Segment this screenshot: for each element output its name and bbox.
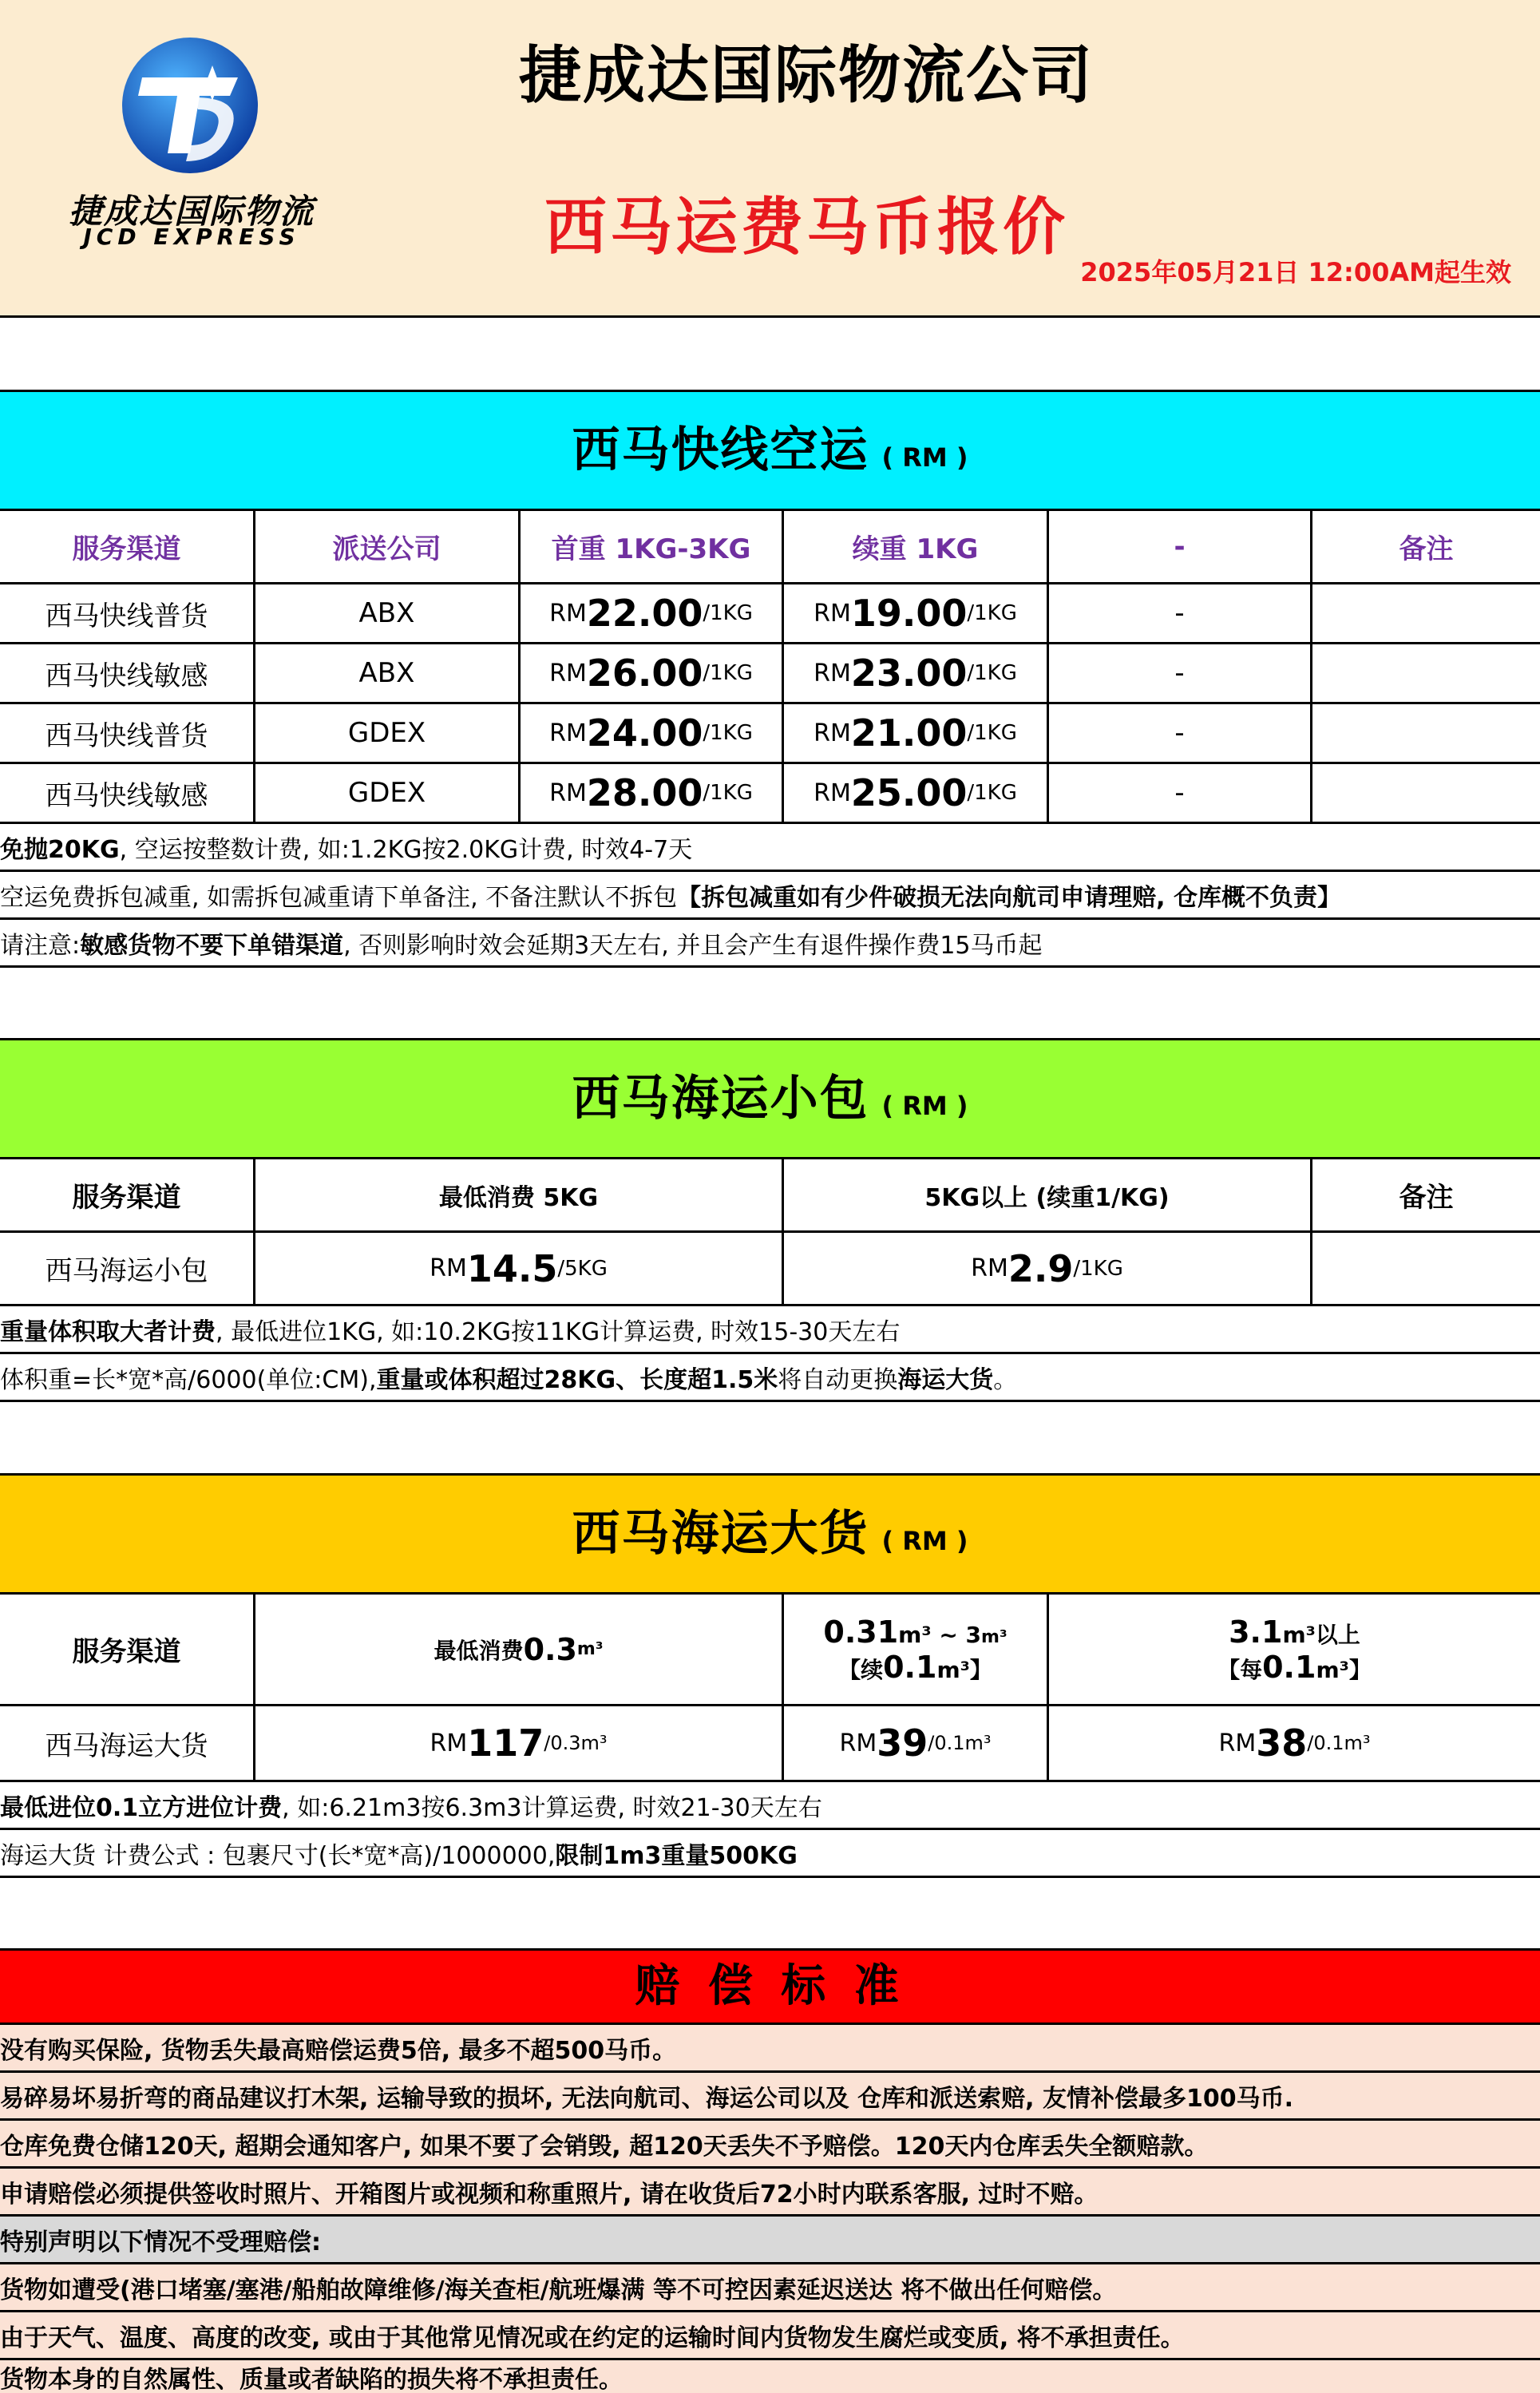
sea-small-note-1 — [0, 1306, 1540, 1354]
header-text: m³以上 — [1282, 1621, 1360, 1648]
min-price-value: 117 — [467, 1721, 544, 1765]
remark-cell — [1312, 764, 1540, 822]
next-price-value: 21.00 — [850, 711, 968, 755]
effective-date: 2025年05月21日 12:00AM起生效 — [1080, 257, 1511, 287]
table-row — [0, 1233, 1540, 1306]
remark-cell — [1312, 644, 1540, 702]
remark-cell — [1312, 1233, 1540, 1304]
currency-label: RM — [1218, 1729, 1257, 1757]
mid-price-cell — [784, 1706, 1049, 1780]
next-price-cell — [784, 704, 1049, 762]
next-price-value: 19.00 — [850, 592, 968, 635]
header-unit: m³ — [576, 1639, 604, 1659]
company-cell: GDEX — [255, 764, 521, 822]
compensation-line: 由于天气、温度、高度的改变, 或由于其他常见情况或在约定的运输时间内货物发生腐烂或变质, 将不承担责任。 — [0, 2312, 1540, 2360]
table-row — [0, 764, 1540, 824]
header-number: 0.1 — [883, 1649, 937, 1685]
note-bold: 重量或体积超过28KG、长度超1.5米 — [376, 1365, 778, 1394]
currency-label: RM — [549, 779, 587, 807]
unit-label: /1KG — [1073, 1256, 1123, 1281]
currency-label: RM — [839, 1729, 877, 1757]
table-row — [0, 704, 1540, 764]
sea-big-header-mid — [784, 1595, 1049, 1704]
table-row — [0, 644, 1540, 704]
note-bold: 最低进位0.1立方进位计费 — [0, 1793, 283, 1822]
header-text: m³】 — [1316, 1656, 1372, 1683]
unit-label: /0.3m³ — [544, 1732, 608, 1754]
compensation-title: 赔 偿 标 准 — [635, 1960, 905, 2012]
sea-big-note-2 — [0, 1830, 1540, 1878]
unit-label: /1KG — [967, 781, 1017, 805]
unit-label: /1KG — [703, 601, 753, 625]
currency-label: RM — [549, 659, 587, 687]
unit-label: /1KG — [703, 661, 753, 685]
header-text: 最低消费 — [433, 1637, 524, 1664]
sea-big-header-big — [1049, 1595, 1540, 1704]
air-header-channel: 服务渠道 — [0, 511, 255, 582]
header-line — [1217, 1650, 1372, 1685]
unit-label: /5KG — [557, 1256, 608, 1281]
header-number: 0.31 — [823, 1614, 899, 1650]
air-unit: ( RM ) — [881, 442, 968, 473]
sea-small-section-title — [0, 1038, 1540, 1159]
company-cell: GDEX — [255, 704, 521, 762]
compensation-line: 货物如遭受(港口堵塞/塞港/船舶故障维修/海关查柜/航班爆满 等不可控因素延迟送达 将不做出任何赔偿。 — [0, 2264, 1540, 2312]
sea-big-title: 西马海运大货 — [572, 1506, 869, 1562]
air-note-2 — [0, 872, 1540, 920]
air-header-dash: - — [1049, 511, 1312, 582]
big-price-value: 38 — [1256, 1721, 1308, 1765]
unit-label: /1KG — [703, 781, 753, 805]
next-price-value: 23.00 — [850, 652, 968, 695]
header-line — [838, 1650, 992, 1685]
logo-english-text: JCD EXPRESS — [83, 224, 300, 250]
note-bold: 限制1m3重量500KG — [555, 1841, 798, 1870]
mid-price-value: 39 — [877, 1721, 928, 1765]
first-price-cell — [521, 584, 784, 642]
sea-small-header-row — [0, 1159, 1540, 1233]
header-text: 【续 — [838, 1656, 884, 1683]
note-text: 海运大货 计费公式 : 包裹尺寸(长*宽*高)/1000000, — [0, 1841, 556, 1870]
sea-big-header-row — [0, 1595, 1540, 1706]
compensation-section-title — [0, 1948, 1540, 2025]
big-price-cell — [1049, 1706, 1540, 1780]
note-text: 空运免费拆包减重, 如需拆包减重请下单备注, 不备注默认不拆包 — [0, 883, 678, 912]
currency-label: RM — [430, 1729, 468, 1757]
channel-cell: 西马快线普货 — [0, 704, 255, 762]
first-price-value: 26.00 — [586, 652, 703, 695]
min-price-value: 14.5 — [466, 1246, 558, 1290]
air-header-row — [0, 511, 1540, 584]
air-note-1 — [0, 824, 1540, 872]
first-price-cell — [521, 644, 784, 702]
next-price-cell — [784, 1233, 1312, 1304]
next-price-value: 2.9 — [1008, 1246, 1074, 1290]
currency-label: RM — [814, 779, 851, 807]
first-price-value: 22.00 — [586, 592, 703, 635]
header-unit: m³ — [981, 1626, 1008, 1647]
air-section-title — [0, 390, 1540, 511]
sea-small-title: 西马海运小包 — [572, 1071, 869, 1127]
currency-label: RM — [814, 719, 851, 747]
unit-label: /1KG — [967, 721, 1017, 745]
dash-cell: - — [1049, 584, 1312, 642]
note-bold: 敏感货物不要下单错渠道 — [80, 931, 344, 960]
note-bold: 海运大货 — [897, 1365, 994, 1394]
next-price-cell — [784, 584, 1049, 642]
note-bold: 【拆包减重如有少件破损无法向航司申请理赔, 仓库概不负责】 — [677, 883, 1341, 912]
unit-label: /0.1m³ — [1307, 1732, 1371, 1754]
unit-label: /1KG — [703, 721, 753, 745]
company-cell: ABX — [255, 644, 521, 702]
sea-big-note-1 — [0, 1782, 1540, 1830]
first-price-value: 24.00 — [586, 711, 703, 755]
compensation-special-heading: 特别声明以下情况不受理赔偿: — [0, 2217, 1540, 2264]
air-header-first: 首重 1KG-3KG — [521, 511, 784, 582]
channel-cell: 西马快线普货 — [0, 584, 255, 642]
sea-small-header-next: 5KG以上 (续重1/KG) — [784, 1159, 1312, 1230]
note-text: 将自动更换 — [778, 1365, 898, 1394]
min-price-cell — [255, 1706, 784, 1780]
note-text: , 如:6.21m3按6.3m3计算运费, 时效21-30天左右 — [282, 1793, 822, 1822]
note-text: , 否则影响时效会延期3天左右, 并且会产生有退件操作费15马币起 — [343, 931, 1043, 960]
note-bold: 免抛20KG — [0, 835, 120, 864]
price-list-title: 西马运费马币报价 — [544, 192, 1068, 263]
note-text: , 最低进位1KG, 如:10.2KG按11KG计算运费, 时效15-30天左右 — [216, 1317, 901, 1346]
header — [0, 0, 1540, 318]
sea-big-section-title — [0, 1473, 1540, 1595]
air-header-remark: 备注 — [1399, 533, 1454, 565]
sea-small-unit: ( RM ) — [881, 1091, 968, 1121]
header-text: 【每 — [1217, 1656, 1263, 1683]
compensation-line: 仓库免费仓储120天, 超期会通知客户, 如果不要了会销毁, 超120天丢失不予赔偿。120天内仓库丢失全额赔款。 — [0, 2121, 1540, 2169]
currency-label: RM — [814, 659, 851, 687]
air-header-next: 续重 1KG — [784, 511, 1049, 582]
compensation-line: 货物本身的自然属性、质量或者缺陷的损失将不承担责任。 — [0, 2360, 1540, 2393]
currency-label: RM — [814, 599, 851, 628]
air-note-3 — [0, 920, 1540, 968]
sea-big-header-min — [255, 1595, 784, 1704]
header-text: m³ ~ 3 — [898, 1621, 982, 1648]
unit-label: /0.1m³ — [928, 1732, 992, 1754]
company-title: 捷成达国际物流公司 — [518, 40, 1094, 112]
currency-label: RM — [971, 1254, 1008, 1282]
next-price-cell — [784, 764, 1049, 822]
channel-cell: 西马快线敏感 — [0, 644, 255, 702]
company-cell: ABX — [255, 584, 521, 642]
header-number: 3.1 — [1229, 1614, 1283, 1650]
jcd-logo-icon — [118, 34, 262, 185]
header-line — [1229, 1614, 1360, 1650]
next-price-cell — [784, 644, 1049, 702]
air-title: 西马快线空运 — [572, 422, 869, 478]
header-text: m³】 — [936, 1656, 992, 1683]
first-price-cell — [521, 764, 784, 822]
compensation-line: 申请赔偿必须提供签收时照片、开箱图片或视频和称重照片, 请在收货后72小时内联系客服, 过时不赔。 — [0, 2169, 1540, 2217]
sea-big-header-channel: 服务渠道 — [0, 1595, 255, 1704]
min-price-cell — [255, 1233, 784, 1304]
next-price-value: 25.00 — [850, 771, 968, 814]
sea-small-header-channel: 服务渠道 — [0, 1159, 255, 1230]
sea-small-note-2 — [0, 1354, 1540, 1402]
sea-big-unit: ( RM ) — [881, 1526, 968, 1556]
header-number: 0.1 — [1262, 1649, 1316, 1685]
table-row — [0, 584, 1540, 644]
sea-small-header-remark: 备注 — [1399, 1182, 1454, 1214]
first-price-cell — [521, 704, 784, 762]
remark-cell — [1312, 704, 1540, 762]
note-text: 体积重=长*宽*高/6000(单位:CM), — [0, 1365, 377, 1394]
logo-chinese-text: 捷成达国际物流 — [68, 192, 315, 231]
unit-label: /1KG — [967, 601, 1017, 625]
first-price-value: 28.00 — [586, 771, 703, 814]
note-bold: 重量体积取大者计费 — [0, 1317, 216, 1346]
channel-cell: 西马快线敏感 — [0, 764, 255, 822]
header-line — [823, 1614, 1007, 1650]
dash-cell: - — [1049, 704, 1312, 762]
header-number: 0.3 — [523, 1631, 577, 1667]
note-text: , 空运按整数计费, 如:1.2KG按2.0KG计费, 时效4-7天 — [119, 835, 693, 864]
note-text: 。 — [993, 1365, 1018, 1394]
remark-cell — [1312, 584, 1540, 642]
air-header-company: 派送公司 — [255, 511, 521, 582]
note-text: 请注意: — [0, 931, 81, 960]
unit-label: /1KG — [967, 661, 1017, 685]
dash-cell: - — [1049, 644, 1312, 702]
compensation-line: 易碎易坏易折弯的商品建议打木架, 运输导致的损坏, 无法向航司、海运公司以及 仓库和派送索赔, 友情补偿最多100马币. — [0, 2073, 1540, 2121]
sea-small-header-min: 最低消费 5KG — [255, 1159, 784, 1230]
dash-cell: - — [1049, 764, 1312, 822]
currency-label: RM — [430, 1254, 467, 1282]
compensation-line: 没有购买保险, 货物丢失最高赔偿运费5倍, 最多不超500马币。 — [0, 2025, 1540, 2073]
channel-cell: 西马海运小包 — [0, 1233, 255, 1304]
currency-label: RM — [549, 599, 587, 628]
channel-cell: 西马海运大货 — [0, 1706, 255, 1780]
table-row — [0, 1706, 1540, 1782]
currency-label: RM — [549, 719, 587, 747]
